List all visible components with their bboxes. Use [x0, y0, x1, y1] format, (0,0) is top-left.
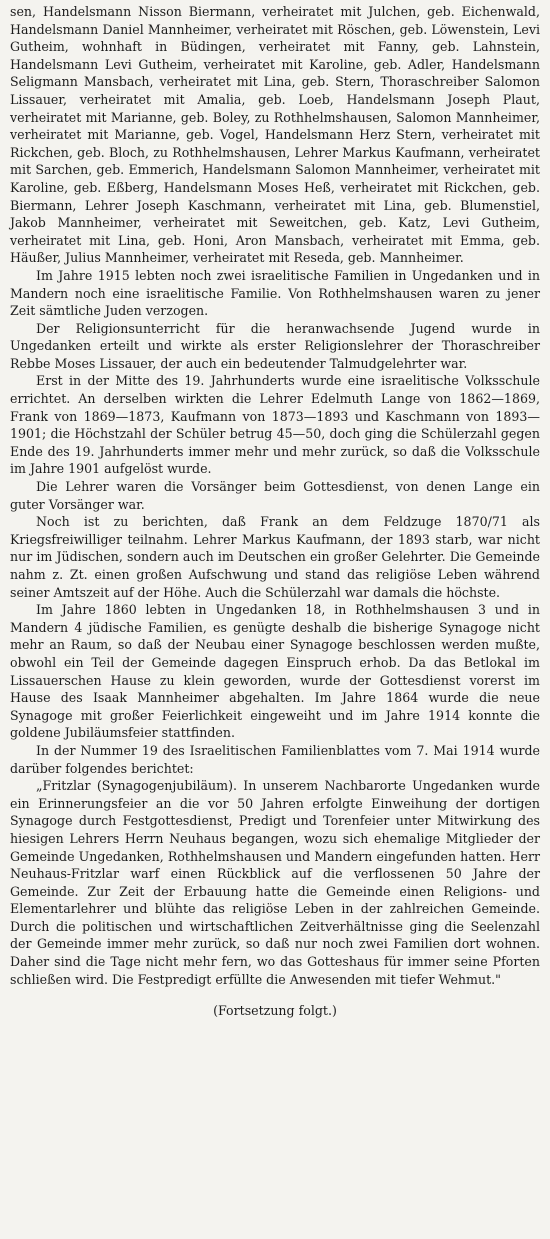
continuation-note: (Fortsetzung folgt.)	[213, 1003, 337, 1019]
paragraph-frank-kaufmann: Noch ist zu berichten, daß Frank an dem Feldzuge 1870/71 als Kriegsfreiwilliger teilnahm. Lehrer Markus Kaufmann, der 1893 starb, war nicht nur im Jüdischen, sondern auch im Deutschen ein großer Gelehrter. Die Gemeinde nahm z. Zt. einen großen Aufschwung und stand das religiöse Leben während seiner Amtszeit auf der Höhe. Auch die Schülerzahl war damals die höchste.	[10, 514, 540, 600]
quoted-report: „Fritzlar (Synagogenjubiläum). In unserem Nachbarorte Ungedanken wurde ein Erinnerungsfeier an die vor 50 Jahren erfolgte Einweihung der dortigen Synagoge durch Festgottesdienst, Predigt und Torenfeier unter Mitwirkung des hiesigen Lehrers Herrn Neuhaus begangen, wozu sich ehemalige Mitglieder der Gemeinde Ungedanken, Rothhelmshausen und Mandern eingefunden hatten. Herr Neuhaus-Fritzlar warf einen Rückblick auf die verflossenen 50 Jahre der Gemeinde. Zur Zeit der Erbauung hatte die Gemeinde einen Religions- und Elementarlehrer und blühte das religiöse Leben in der zahlreichen Gemeinde. Durch die politischen und wirtschaftlichen Zeitverhältnisse ging die Seelenzahl der Gemeinde immer mehr zurück, so daß nur noch zwei Familien dort wohnen. Daher sind die Tage nicht mehr fern, wo das Gotteshaus für immer seine Pforten schließen wird. Die Festpredigt erfüllte die Anwesenden mit tiefer Wehmut."	[10, 778, 540, 987]
paragraph-1915-families: Im Jahre 1915 lebten noch zwei israelitische Familien in Ungedanken und in Mandern noch eine israelitische Familie. Von Rothhelmshausen waren zu jener Zeit sämtliche Juden verzogen.	[10, 267, 540, 319]
paragraph-religious-instruction: Der Religionsunterricht für die heranwachsende Jugend wurde in Ungedanken erteilt und wirkte als erster Religionslehrer der Thoraschreiber Rebbe Moses Lissauer, der auch ein bedeutender Talmudgelehrter war.	[10, 320, 540, 371]
paragraph-cantors: Die Lehrer waren die Vorsänger beim Gottesdienst, von denen Lange ein guter Vorsänger war.	[10, 479, 540, 512]
paragraph-elementary-school: Erst in der Mitte des 19. Jahrhunderts wurde eine israelitische Volksschule errichtet. An derselben wirkten die Lehrer Edelmuth Lange von 1862—1869, Frank von 1869—1873, Kaufmann von 1873—1893 und Kaschmann von 1893—1901; die Höchstzahl der Schüler betrug 45—50, doch ging die Schülerzahl gegen Ende des 19. Jahrhunderts immer mehr und mehr zurück, so daß die Volksschule im Jahre 1901 aufgelöst wurde.	[10, 373, 540, 477]
paragraph-familienblatt-reference: In der Nummer 19 des Israelitischen Familienblattes vom 7. Mai 1914 wurde darüber folgendes berichtet:	[10, 742, 540, 776]
paragraph-names-list: sen, Handelsmann Nisson Biermann, verheiratet mit Julchen, geb. Eichenwald, Handelsmann Daniel Mannheimer, verheiratet mit Röschen, geb. Löwenstein, Levi Gutheim, wohnhaft in Büdingen, verheiratet mit Fanny, geb. Lahnstein, Handelsmann Levi Gutheim, verheiratet mit Karoline, geb. Adler, Handelsmann Seligmann Mansbach, verheiratet mit Lina, geb. Stern, Thoraschreiber Salomon Lissauer, verheiratet mit Amalia, geb. Loeb, Handelsmann Joseph Plaut, verheiratet mit Marianne, geb. Boley, zu Rothhelmshausen, Salomon Mannheimer, verheiratet mit Marianne, geb. Vogel, Handelsmann Herz Stern, verheiratet mit Rickchen, geb. Bloch, zu Rothhelmshausen, Lehrer Markus Kaufmann, verheiratet mit Sarchen, geb. Emmerich, Handelsmann Salomon Mannheimer, verheiratet mit Karoline, geb. Eßberg, Handelsmann Moses Heß, verheiratet mit Rickchen, geb. Biermann, Lehrer Joseph Kaschmann, verheiratet mit Lina, geb. Blumenstiel, Jakob Mannheimer, verheiratet mit Seweitchen, geb. Katz, Levi Gutheim, verheiratet mit Lina, geb. Honi, Aron Mansbach, verheiratet mit Emma, geb. Häußer, Julius Mannheimer, verheiratet mit Reseda, geb. Mannheimer.	[10, 4, 540, 266]
paragraph-synagogue-construction: Im Jahre 1860 lebten in Ungedanken 18, in Rothhelmshausen 3 und in Mandern 4 jüdische Familien, es genügte deshalb die bisherige Synagoge nicht mehr an Raum, so daß der Neubau einer Synagoge beschlossen werden mußte, obwohl ein Teil der Gemeinde dagegen Einspruch erhob. Da das Betlokal im Lissauerschen Hause zu klein geworden, wurde der Gottesdienst vorerst im Hause des Isaak Mannheimer abgehalten. Im Jahre 1864 wurde die neue Synagoge mit großer Feierlichkeit eingeweiht und im Jahre 1914 konnte die goldene Jubiläumsfeier stattfinden.	[10, 602, 540, 741]
article-column	[10, 3, 540, 1020]
